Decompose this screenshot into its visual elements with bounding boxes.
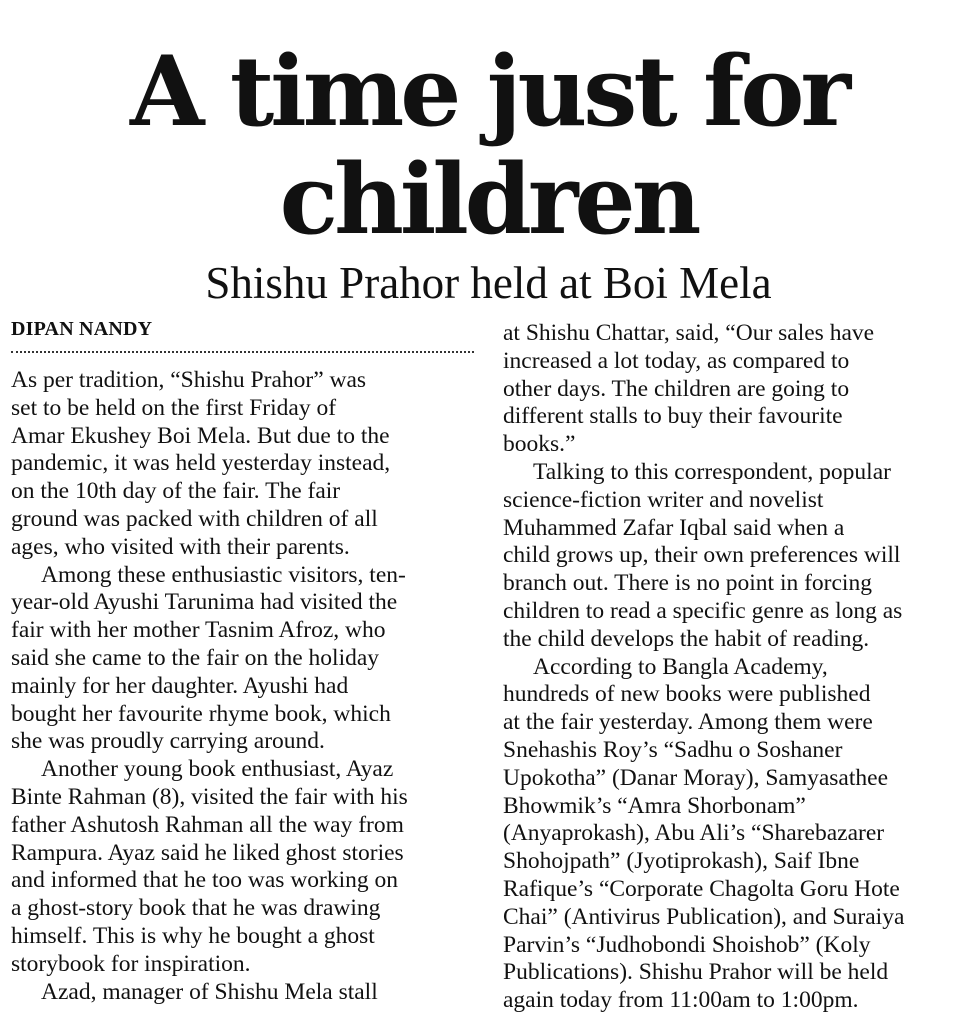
article-text-line: storybook for inspiration. <box>11 950 251 977</box>
article-column-left <box>11 367 481 1006</box>
article-text-line: Binte Rahman (8), visited the fair with his <box>11 783 408 810</box>
article-text-line: (Anyaprokash), Abu Ali’s “Sharebazarer <box>503 820 885 847</box>
article-text-line: Rafique’s “Corporate Chagolta Goru Hote <box>503 875 900 902</box>
article-text-line: and informed that he too was working on <box>11 867 399 894</box>
article-text-line: Azad, manager of Shishu Mela stall <box>41 978 378 1005</box>
article-text-line: Shohojpath” (Jyotiprokash), Saif Ibne <box>503 848 860 875</box>
article-text-line: said she came to the fair on the holiday <box>11 644 380 671</box>
article-text-line: mainly for her daughter. Ayushi had <box>11 672 349 699</box>
article-text-line: ground was packed with children of all <box>11 505 378 532</box>
article-text-line: child grows up, their own preferences will <box>503 542 901 569</box>
article-text-line: children to read a specific genre as long as <box>503 597 903 624</box>
article-text-line: himself. This is why he bought a ghost <box>11 922 375 949</box>
article-text-line: Upokotha” (Danar Moray), Samyasathee <box>503 764 888 791</box>
article-text-line: Muhammed Zafar Iqbal said when a <box>503 514 845 541</box>
article-text-line: Among these enthusiastic visitors, ten- <box>41 561 406 588</box>
article-text-line: different stalls to buy their favourite <box>503 403 843 430</box>
article-text-line: Parvin’s “Judhobondi Shoishob” (Koly <box>503 931 871 958</box>
article-text-line: at Shishu Chattar, said, “Our sales have <box>503 320 875 346</box>
article-text-line: other days. The children are going to <box>503 375 850 402</box>
article-text-line: set to be held on the first Friday of <box>11 394 337 421</box>
article-text-line: Rampura. Ayaz said he liked ghost stories <box>11 839 404 866</box>
article-text-line: at the fair yesterday. Among them were <box>503 709 873 736</box>
article-text-line: As per tradition, “Shishu Prahor” was <box>11 367 367 393</box>
article-text-line: she was proudly carrying around. <box>11 728 325 755</box>
article-text-line: the child develops the habit of reading. <box>503 625 870 652</box>
byline-dotted-divider <box>11 351 474 353</box>
subheadline: Shishu Prahor held at Boi Mela <box>205 258 772 308</box>
byline: DIPAN NANDY <box>11 318 153 340</box>
article-text-line: ages, who visited with their parents. <box>11 533 350 560</box>
article-text-line: science-fiction writer and novelist <box>503 486 824 513</box>
article-text-line: According to Bangla Academy, <box>533 653 828 680</box>
article-text-line: Snehashis Roy’s “Sadhu o Soshaner <box>503 736 843 763</box>
article-text-line: Chai” (Antivirus Publication), and Suraiya <box>503 903 905 930</box>
article-text-line: bought her favourite rhyme book, which <box>11 700 391 727</box>
article-text-line: Talking to this correspondent, popular <box>533 458 891 485</box>
article-text-line: fair with her mother Tasnim Afroz, who <box>11 617 386 644</box>
article-text-line: again today from 11:00am to 1:00pm. <box>503 987 859 1014</box>
article-column-right <box>503 320 967 1015</box>
article-text-line: pandemic, it was held yesterday instead, <box>11 450 391 477</box>
article-text-line: branch out. There is no point in forcing <box>503 570 872 597</box>
article-text-line: Amar Ekushey Boi Mela. But due to the <box>11 422 390 449</box>
article-text-line: Another young book enthusiast, Ayaz <box>41 756 394 783</box>
article-text-line: hundreds of new books were published <box>503 681 871 708</box>
article-text-line: books.” <box>503 431 576 458</box>
article-text-line: Bhowmik’s “Amra Shorbonam” <box>503 792 806 819</box>
headline-line-2: children <box>279 143 698 256</box>
article-text-line: a ghost-story book that he was drawing <box>11 895 381 922</box>
headline-line-1: A time just for <box>129 35 848 148</box>
article-text-line: father Ashutosh Rahman all the way from <box>11 811 404 838</box>
article-text-line: increased a lot today, as compared to <box>503 347 850 374</box>
article-text-line: on the 10th day of the fair. The fair <box>11 478 341 505</box>
article-text-line: year-old Ayushi Tarunima had visited the <box>11 589 398 616</box>
article-text-line: Publications). Shishu Prahor will be held <box>503 959 889 986</box>
